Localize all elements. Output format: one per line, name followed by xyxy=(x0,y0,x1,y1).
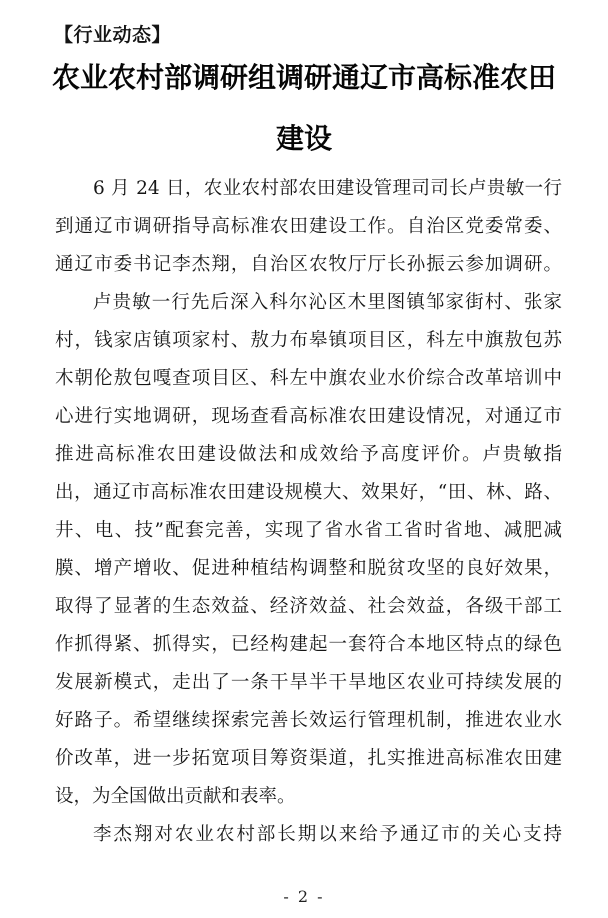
section-tag: 【行业动态】 xyxy=(54,25,172,46)
body-line: 村，钱家店镇项家村、敖力布皋镇项目区，科左中旗敖包苏 xyxy=(55,330,562,351)
body-line: 通辽市委书记李杰翔，自治区农牧厅厅长孙振云参加调研。 xyxy=(55,254,562,275)
page-number: - 2 - xyxy=(283,887,325,906)
body-line: 设，为全国做出贡献和表率。 xyxy=(55,786,296,807)
body-line: 卢贵敏一行先后深入科尔沁区木里图镇邹家街村、张家 xyxy=(93,292,562,313)
body-line: 李杰翔对农业农村部长期以来给予通辽市的关心支持 xyxy=(93,824,562,845)
paragraph-1 xyxy=(55,170,562,284)
body-line: 木朝伦敖包嘎查项目区、科左中旗农业水价综合改革培训中 xyxy=(55,368,562,389)
document-title-line-2: 建设 xyxy=(275,122,332,155)
body-line: 推进高标准农田建设做法和成效给予高度评价。卢贵敏指 xyxy=(55,444,562,465)
document-title-line-1: 农业农村部调研组调研通辽市高标准农田 xyxy=(51,61,556,94)
paragraph-3 xyxy=(55,816,562,854)
body-line: 井、电、技”配套完善，实现了省水省工省时省地、减肥减 xyxy=(55,520,562,541)
document-body xyxy=(55,170,562,854)
body-line: 出，通辽市高标准农田建设规模大、效果好，“田、林、路、 xyxy=(55,482,562,503)
body-line: 膜、增产增收、促进种植结构调整和脱贫攻坚的良好效果， xyxy=(55,558,562,579)
body-line: 价改革，进一步拓宽项目筹资渠道，扎实推进高标准农田建 xyxy=(55,748,562,769)
body-line: 作抓得紧、抓得实，已经构建起一套符合本地区特点的绿色 xyxy=(55,634,562,655)
body-line: 好路子。希望继续探索完善长效运行管理机制，推进农业水 xyxy=(55,710,562,731)
body-line: 到通辽市调研指导高标准农田建设工作。自治区党委常委、 xyxy=(55,216,562,237)
body-line: 心进行实地调研，现场查看高标准农田建设情况，对通辽市 xyxy=(55,406,562,427)
body-line: 取得了显著的生态效益、经济效益、社会效益，各级干部工 xyxy=(55,596,562,617)
paragraph-2 xyxy=(55,284,562,816)
body-line: 发展新模式，走出了一条干旱半干旱地区农业可持续发展的 xyxy=(55,672,562,693)
document-title xyxy=(28,47,580,169)
body-line: 6 月 24 日，农业农村部农田建设管理司司长卢贵敏一行 xyxy=(93,178,562,199)
